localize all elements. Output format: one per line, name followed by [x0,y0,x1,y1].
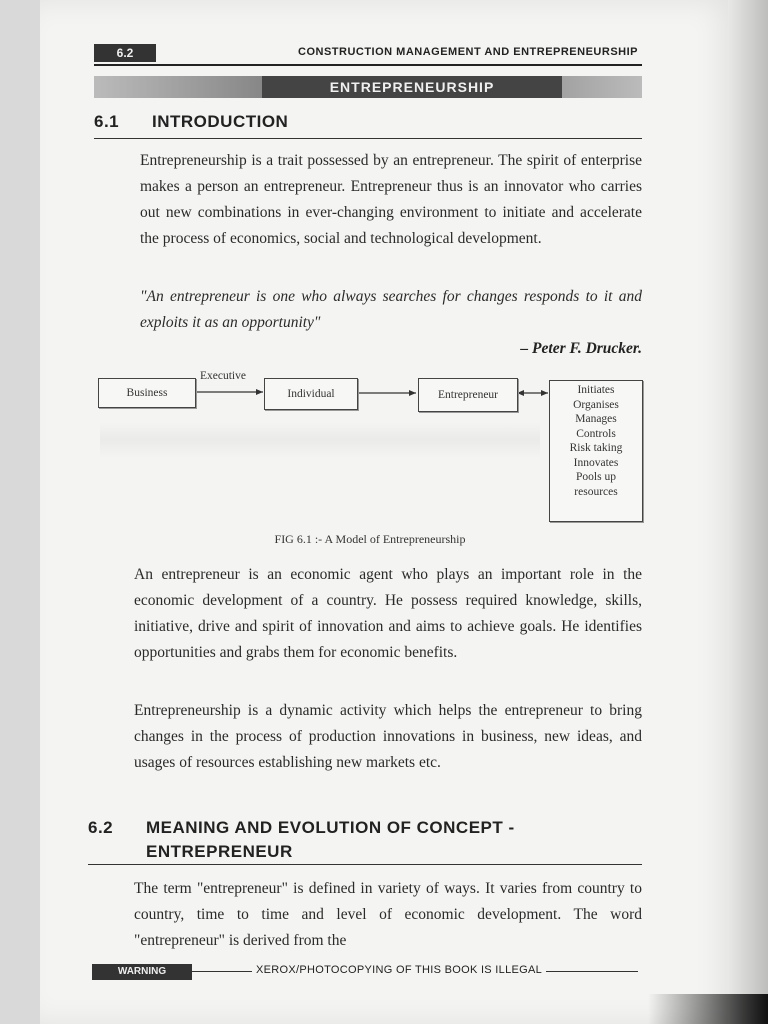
intro-paragraph: Entrepreneurship is a trait possessed by an entrepreneur. The spirit of enterprise makes a person an entrepreneur. Entrepreneur thus is an innovator who carries out new combinations in ever-changing environment to initiate and accelerate the process of economics, social and technological development. [140,152,642,247]
arrow-label-executive: Executive [200,370,246,382]
functions-list [550,381,642,499]
section-number: 6.2 [88,818,114,837]
box-business: Business [98,378,196,408]
box-individual: Individual [264,378,358,410]
function-item: resources [574,485,618,498]
section-rule [88,864,642,865]
quote-attribution: – Peter F. Drucker. [520,340,642,357]
copyright-notice: XEROX/PHOTOCOPYING OF THIS BOOK IS ILLEGAL [252,964,546,976]
figure-caption: FIG 6.1 :- A Model of Entrepreneurship [274,532,466,546]
function-item: Manages [575,413,617,425]
page-footer [92,964,638,980]
body-paragraph-economic-agent: An entrepreneur is an economic agent who plays an important role in the economic development of a country. He possess required knowledge, skills, initiative, drive and spirit of innovation and aims to achieve goals. He identifies opportunities and grabs them for economic benefits. [134,566,642,661]
function-item: Controls [576,427,616,440]
function-item: Risk taking [569,442,623,454]
function-item: Innovates [573,456,619,469]
body-paragraph-dynamic-activity: Entrepreneurship is a dynamic activity which helps the entrepreneur to bring changes in the process of production innovations in business, new ideas, and usages of resources establishing new markets etc. [134,702,642,771]
section-title-line-2: ENTREPRENEUR [146,842,293,861]
function-item: Organises [573,398,619,411]
section-heading-meaning [88,816,515,864]
page-number: 6.2 [94,44,156,62]
box-functions [549,380,643,522]
section-title: INTRODUCTION [152,112,289,131]
running-title: CONSTRUCTION MANAGEMENT AND ENTREPRENEURSHIP [298,46,638,58]
warning-label: WARNING [92,964,192,980]
function-item: Pools up [576,471,616,483]
section-number: 6.1 [94,112,120,131]
section-title-line-1: MEANING AND EVOLUTION OF CONCEPT - [146,818,515,837]
function-item: Initiates [577,384,615,396]
drucker-quote: "An entrepreneur is one who always searches for changes responds to it and exploits it as an opportunity" [140,288,642,331]
box-entrepreneur: Entrepreneur [418,378,518,412]
meaning-paragraph: The term "entrepreneur" is defined in variety of ways. It varies from country to country, time to time and level of economic development. The word "entrepreneur" is derived from the [134,880,642,949]
scan-shadow [648,994,768,1024]
chapter-title: ENTREPRENEURSHIP [262,76,562,98]
